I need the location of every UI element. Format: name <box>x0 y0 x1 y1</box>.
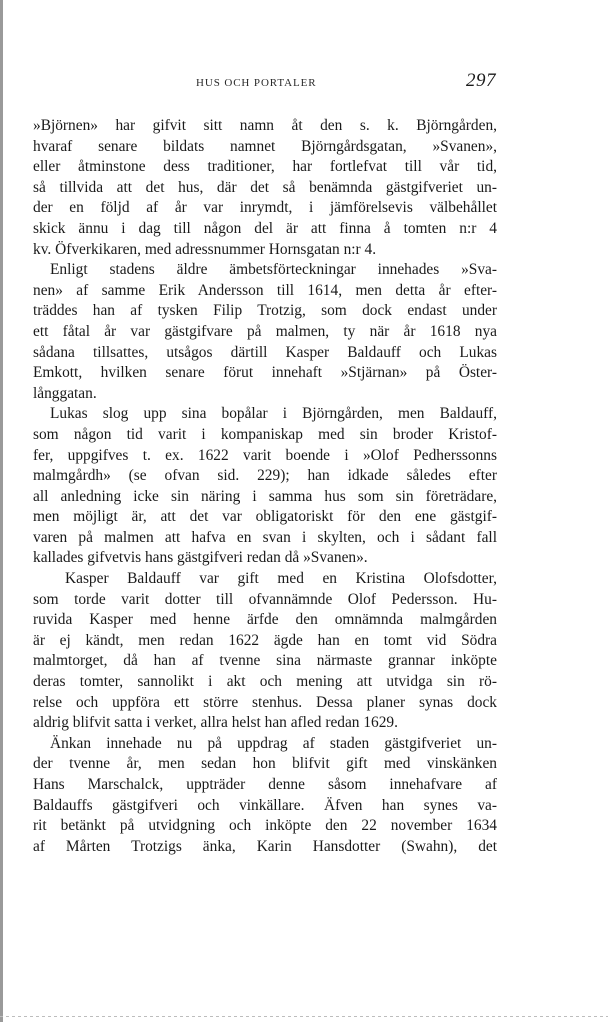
text-line: all anledning icke sin näring i samma hus som sin företrädare, <box>33 487 497 505</box>
text-line: Baldauffs gästgifveri och vinkällare. Äfven han synes va- <box>33 796 497 814</box>
text-line: Änkan innehade nu på uppdrag af staden gästgifveriet un- <box>50 734 497 752</box>
text-line: »Björnen» har gifvit sitt namn åt den s. k. Björngården, <box>33 117 497 134</box>
text-line: af Mårten Trotzigs änka, Karin Hansdotter (Swahn), det <box>33 837 497 855</box>
text-line: der tvenne år, men sedan hon blifvit gift med vinskänken <box>33 755 497 773</box>
text-line: som någon tid varit i kompaniskap med sin broder Kristof- <box>33 425 497 443</box>
text-line: ett fåtal år var gästgifvare på malmen, ty när år 1618 nya <box>33 322 497 340</box>
text-line: Emkott, hvilken senare förut innehaft »Stjärnan» på Öster- <box>33 364 497 382</box>
page-header <box>0 70 608 100</box>
text-line: Hans Marschalck, uppträder denne såsom innehafvare af <box>33 776 497 793</box>
text-line: hvaraf senare bildats namnet Björngårdsgatan, »Svanen», <box>33 137 497 155</box>
text-line: deras tomter, sannolikt i akt och mening att utvidga sin rö- <box>33 673 497 691</box>
text-line: malmgårdh» (se ofvan sid. 229); han idkade således efter <box>33 467 497 485</box>
text-line: Kasper Baldauff var gift med en Kristina Olofsdotter, <box>65 570 497 588</box>
text-line: träddes han af tysken Filip Trotzig, som dock endast under <box>33 302 497 320</box>
body-text <box>33 116 497 857</box>
text-line: fer, uppgifves t. ex. 1622 varit boende i »Olof Pedherssonns <box>33 446 497 464</box>
text-line: som torde varit dotter till ofvannämnde Olof Pedersson. Hu- <box>33 590 497 608</box>
text-line: skick ännu i dag till någon del är att finna å tomten n:r 4 <box>33 219 497 237</box>
running-title: HUS OCH PORTALER <box>196 77 317 89</box>
text-line: Enligt stadens äldre ämbetsförteckningar innehades »Sva- <box>50 261 497 279</box>
text-line: rit betänkt på utvidgning och inköpte den 22 november 1634 <box>33 817 497 835</box>
text-line: nen» af samme Erik Andersson till 1614, men detta år efter- <box>33 281 497 299</box>
text-line: men möjligt är, att det var obligatoriskt för den ene gästgif- <box>33 508 497 526</box>
page-number: 297 <box>466 70 496 91</box>
page-edge-shadow <box>0 0 3 1022</box>
text-line: varen på malmen att hafva en svan i skylten, och i sådant fall <box>33 528 497 546</box>
bottom-scan-edge <box>0 1016 608 1017</box>
text-line: ruvida Kasper med henne ärfde den omnämnda malmgården <box>33 611 497 629</box>
text-line: kallades gifvetvis hans gästgifveri redan då »Svanen». <box>33 549 368 567</box>
text-line: sådana tillsattes, utsågos därtill Kasper Baldauff och Lukas <box>33 343 497 361</box>
text-line: malmtorget, då han af tvenne sina närmaste grannar inköpte <box>33 652 497 670</box>
text-line: aldrig blifvit satta i verket, allra helst han afled redan 1629. <box>33 714 398 732</box>
text-line: Lukas slog upp sina bopålar i Björngården, men Baldauff, <box>50 405 497 423</box>
text-line: långgatan. <box>33 384 97 402</box>
text-line: så tillvida att det hus, där det så benämnda gästgifveriet un- <box>33 178 497 196</box>
text-line: är ej kändt, men redan 1622 ägde han en tomt vid Södra <box>33 631 497 649</box>
text-line: eller åtminstone dess traditioner, har fortlefvat till vår tid, <box>33 158 497 176</box>
text-line: der en följd af år var inrymdt, i jämförelsevis välbehållet <box>33 199 497 217</box>
text-line: relse och uppföra ett större stenhus. Dessa planer synas dock <box>33 693 497 711</box>
text-line: kv. Öfverkikaren, med adressnummer Hornsgatan n:r 4. <box>33 240 377 258</box>
